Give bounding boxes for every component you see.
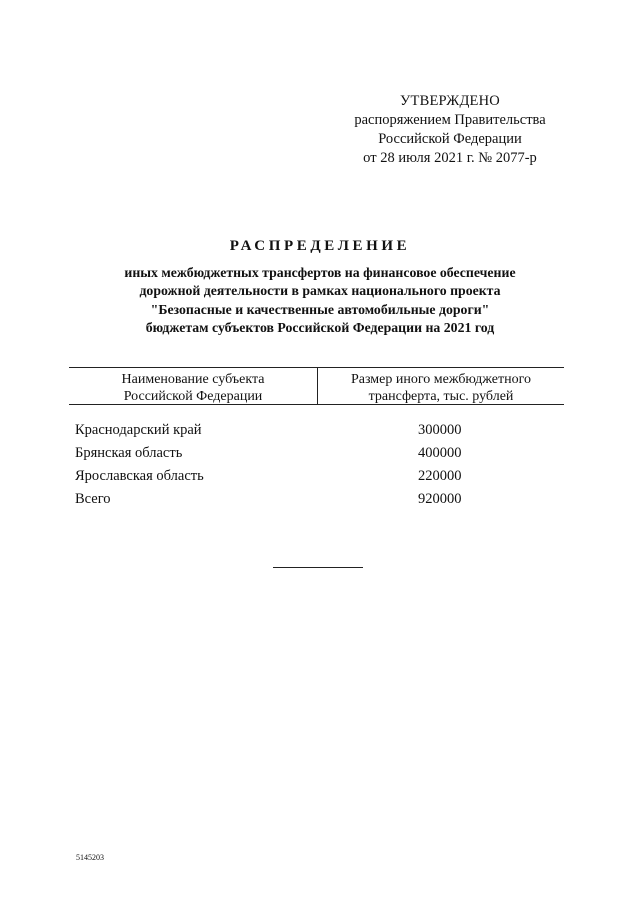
total-label: Всего	[75, 491, 111, 507]
document-subtitle	[70, 264, 570, 337]
column-header-text: трансферта, тыс. рублей	[368, 389, 514, 404]
table-header	[69, 367, 564, 405]
approval-line: распоряжением Правительства	[354, 112, 546, 128]
subtitle-line: дорожной деятельности в рамках национального проекта	[139, 283, 501, 299]
approval-line: Российской Федерации	[378, 131, 522, 147]
document-number: 5145203	[76, 853, 104, 862]
table-row	[75, 468, 565, 491]
column-header-region	[69, 371, 317, 405]
end-divider	[273, 567, 363, 568]
subtitle-line: бюджетам субъектов Российской Федерации на 2021 год	[145, 319, 495, 335]
total-amount: 920000	[418, 491, 462, 507]
column-header-amount	[318, 371, 564, 405]
column-header-text: Размер иного межбюджетного	[350, 372, 532, 387]
transfer-amount: 300000	[418, 422, 462, 438]
subtitle-line: "Безопасные и качественные автомобильные дороги"	[150, 301, 490, 317]
subtitle-line: иных межбюджетных трансфертов на финансовое обеспечение	[124, 265, 516, 280]
transfer-amount: 220000	[418, 468, 462, 484]
approval-date-line: от 28 июля 2021 г. № 2077-р	[363, 150, 537, 166]
region-name: Брянская область	[75, 445, 183, 461]
region-name: Ярославская область	[75, 468, 204, 484]
document-title: РАСПРЕДЕЛЕНИЕ	[229, 238, 411, 254]
table-body	[75, 422, 565, 514]
table-row-total	[75, 491, 565, 514]
region-name: Краснодарский край	[75, 422, 202, 438]
table-row	[75, 445, 565, 468]
column-header-text: Российской Федерации	[123, 389, 263, 404]
table-row	[75, 422, 565, 445]
column-header-text: Наименование субъекта	[121, 372, 265, 387]
approval-block	[300, 92, 600, 168]
transfer-amount: 400000	[418, 445, 462, 461]
approval-heading: УТВЕРЖДЕНО	[400, 93, 500, 109]
